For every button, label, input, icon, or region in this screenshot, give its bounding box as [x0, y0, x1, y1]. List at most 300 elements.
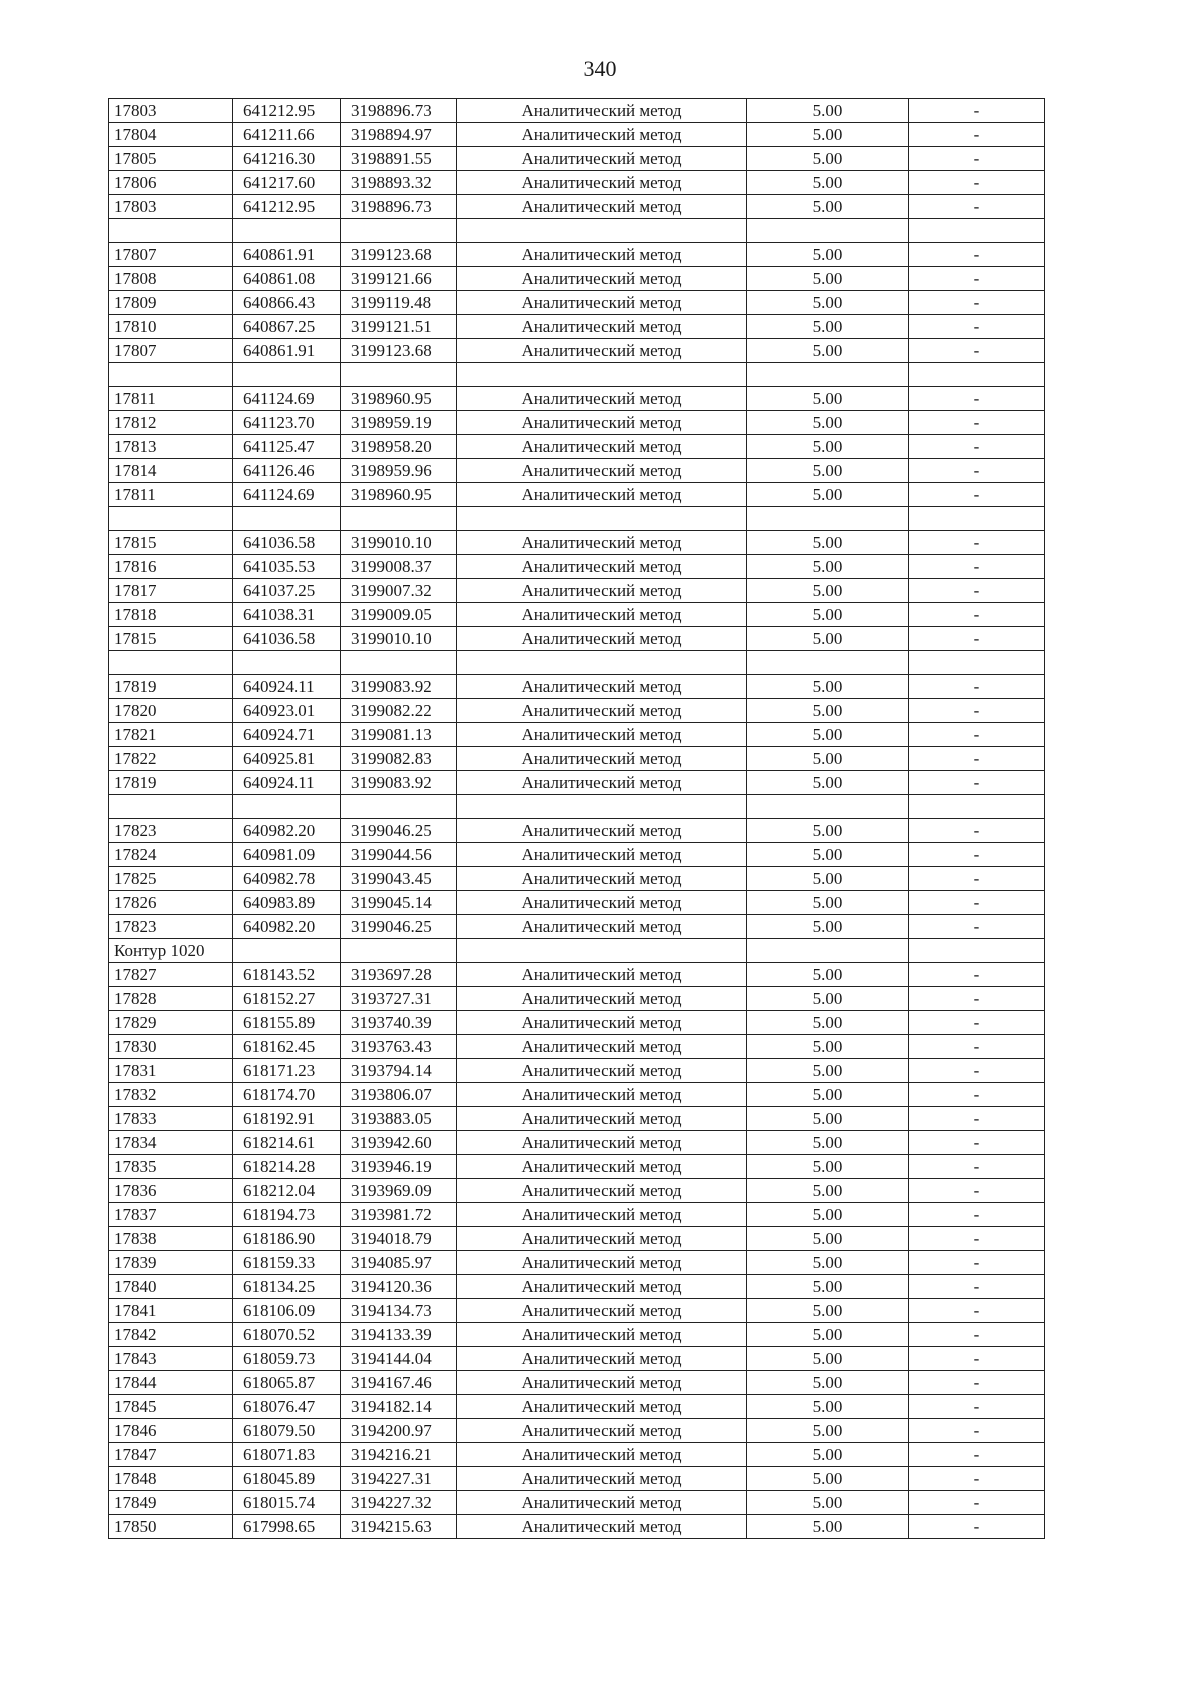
- x-coordinate-cell: 641125.47: [233, 435, 341, 459]
- x-coordinate-cell: 618076.47: [233, 1395, 341, 1419]
- description-cell: -: [909, 891, 1045, 915]
- method-cell: Аналитический метод: [457, 1059, 747, 1083]
- point-number-cell: 17823: [109, 819, 233, 843]
- point-number-cell: 17835: [109, 1155, 233, 1179]
- precision-cell: 5.00: [747, 243, 909, 267]
- y-coordinate-cell: 3199010.10: [341, 531, 457, 555]
- precision-cell: [747, 219, 909, 243]
- table-row: [109, 1131, 1045, 1155]
- y-coordinate-cell: 3199123.68: [341, 243, 457, 267]
- precision-cell: 5.00: [747, 1467, 909, 1491]
- point-number-cell: 17842: [109, 1323, 233, 1347]
- description-cell: -: [909, 243, 1045, 267]
- x-coordinate-cell: 618159.33: [233, 1251, 341, 1275]
- x-coordinate-cell: 618015.74: [233, 1491, 341, 1515]
- point-number-cell: 17821: [109, 723, 233, 747]
- y-coordinate-cell: 3199083.92: [341, 771, 457, 795]
- precision-cell: 5.00: [747, 747, 909, 771]
- method-cell: Аналитический метод: [457, 1107, 747, 1131]
- x-coordinate-cell: 640866.43: [233, 291, 341, 315]
- x-coordinate-cell: 640923.01: [233, 699, 341, 723]
- description-cell: -: [909, 1491, 1045, 1515]
- table-row: [109, 195, 1045, 219]
- precision-cell: 5.00: [747, 291, 909, 315]
- y-coordinate-cell: 3193794.14: [341, 1059, 457, 1083]
- table-row: [109, 1347, 1045, 1371]
- point-number-cell: 17849: [109, 1491, 233, 1515]
- precision-cell: 5.00: [747, 915, 909, 939]
- point-number-cell: 17806: [109, 171, 233, 195]
- table-row: [109, 843, 1045, 867]
- y-coordinate-cell: 3199046.25: [341, 915, 457, 939]
- x-coordinate-cell: 618152.27: [233, 987, 341, 1011]
- x-coordinate-cell: 641211.66: [233, 123, 341, 147]
- precision-cell: 5.00: [747, 1011, 909, 1035]
- x-coordinate-cell: 641037.25: [233, 579, 341, 603]
- description-cell: -: [909, 171, 1045, 195]
- y-coordinate-cell: 3194227.32: [341, 1491, 457, 1515]
- description-cell: -: [909, 675, 1045, 699]
- precision-cell: [747, 507, 909, 531]
- point-number-cell: 17813: [109, 435, 233, 459]
- point-number-cell: 17832: [109, 1083, 233, 1107]
- precision-cell: 5.00: [747, 315, 909, 339]
- method-cell: Аналитический метод: [457, 123, 747, 147]
- coordinates-table-body: [109, 99, 1045, 1539]
- point-number-cell: Контур 1020: [109, 939, 233, 963]
- y-coordinate-cell: 3198959.96: [341, 459, 457, 483]
- x-coordinate-cell: 640924.11: [233, 675, 341, 699]
- table-row: [109, 1227, 1045, 1251]
- table-row: [109, 1491, 1045, 1515]
- description-cell: -: [909, 147, 1045, 171]
- table-row: [109, 555, 1045, 579]
- y-coordinate-cell: 3193806.07: [341, 1083, 457, 1107]
- y-coordinate-cell: 3198893.32: [341, 171, 457, 195]
- x-coordinate-cell: 618194.73: [233, 1203, 341, 1227]
- method-cell: Аналитический метод: [457, 1467, 747, 1491]
- description-cell: -: [909, 723, 1045, 747]
- description-cell: -: [909, 1347, 1045, 1371]
- point-number-cell: 17807: [109, 243, 233, 267]
- y-coordinate-cell: 3194215.63: [341, 1515, 457, 1539]
- description-cell: -: [909, 195, 1045, 219]
- point-number-cell: 17848: [109, 1467, 233, 1491]
- y-coordinate-cell: 3198959.19: [341, 411, 457, 435]
- method-cell: Аналитический метод: [457, 339, 747, 363]
- precision-cell: 5.00: [747, 1155, 909, 1179]
- description-cell: -: [909, 1035, 1045, 1059]
- x-coordinate-cell: 618214.61: [233, 1131, 341, 1155]
- table-row: [109, 603, 1045, 627]
- x-coordinate-cell: [233, 651, 341, 675]
- table-row: [109, 1323, 1045, 1347]
- description-cell: -: [909, 987, 1045, 1011]
- method-cell: Аналитический метод: [457, 1155, 747, 1179]
- point-number-cell: [109, 507, 233, 531]
- x-coordinate-cell: 641212.95: [233, 99, 341, 123]
- table-row: [109, 1371, 1045, 1395]
- precision-cell: 5.00: [747, 99, 909, 123]
- point-number-cell: 17804: [109, 123, 233, 147]
- description-cell: -: [909, 819, 1045, 843]
- x-coordinate-cell: 618134.25: [233, 1275, 341, 1299]
- table-row: [109, 867, 1045, 891]
- description-cell: -: [909, 1011, 1045, 1035]
- method-cell: Аналитический метод: [457, 411, 747, 435]
- precision-cell: 5.00: [747, 123, 909, 147]
- precision-cell: 5.00: [747, 1035, 909, 1059]
- y-coordinate-cell: 3194200.97: [341, 1419, 457, 1443]
- y-coordinate-cell: 3194182.14: [341, 1395, 457, 1419]
- table-row: [109, 1011, 1045, 1035]
- description-cell: -: [909, 1179, 1045, 1203]
- table-row: [109, 675, 1045, 699]
- y-coordinate-cell: 3199119.48: [341, 291, 457, 315]
- point-number-cell: 17810: [109, 315, 233, 339]
- x-coordinate-cell: 641123.70: [233, 411, 341, 435]
- table-row: [109, 483, 1045, 507]
- precision-cell: 5.00: [747, 1107, 909, 1131]
- precision-cell: 5.00: [747, 579, 909, 603]
- method-cell: Аналитический метод: [457, 1491, 747, 1515]
- point-number-cell: 17805: [109, 147, 233, 171]
- coordinates-table: [108, 98, 1045, 1539]
- description-cell: -: [909, 843, 1045, 867]
- y-coordinate-cell: 3199008.37: [341, 555, 457, 579]
- method-cell: Аналитический метод: [457, 1299, 747, 1323]
- point-number-cell: 17825: [109, 867, 233, 891]
- x-coordinate-cell: 641216.30: [233, 147, 341, 171]
- method-cell: Аналитический метод: [457, 771, 747, 795]
- description-cell: -: [909, 291, 1045, 315]
- x-coordinate-cell: 641217.60: [233, 171, 341, 195]
- y-coordinate-cell: 3193969.09: [341, 1179, 457, 1203]
- description-cell: -: [909, 1059, 1045, 1083]
- method-cell: Аналитический метод: [457, 843, 747, 867]
- point-number-cell: 17811: [109, 483, 233, 507]
- precision-cell: 5.00: [747, 1227, 909, 1251]
- description-cell: -: [909, 915, 1045, 939]
- x-coordinate-cell: 640925.81: [233, 747, 341, 771]
- point-number-cell: 17827: [109, 963, 233, 987]
- table-row: [109, 171, 1045, 195]
- precision-cell: 5.00: [747, 1131, 909, 1155]
- description-cell: [909, 363, 1045, 387]
- description-cell: -: [909, 459, 1045, 483]
- y-coordinate-cell: 3194167.46: [341, 1371, 457, 1395]
- method-cell: Аналитический метод: [457, 267, 747, 291]
- x-coordinate-cell: 640983.89: [233, 891, 341, 915]
- y-coordinate-cell: 3199121.51: [341, 315, 457, 339]
- separator-row: [109, 219, 1045, 243]
- point-number-cell: 17822: [109, 747, 233, 771]
- y-coordinate-cell: 3198960.95: [341, 483, 457, 507]
- description-cell: -: [909, 1203, 1045, 1227]
- y-coordinate-cell: 3199044.56: [341, 843, 457, 867]
- table-row: [109, 267, 1045, 291]
- description-cell: -: [909, 747, 1045, 771]
- x-coordinate-cell: 640867.25: [233, 315, 341, 339]
- x-coordinate-cell: [233, 939, 341, 963]
- point-number-cell: 17811: [109, 387, 233, 411]
- y-coordinate-cell: 3194144.04: [341, 1347, 457, 1371]
- x-coordinate-cell: [233, 219, 341, 243]
- y-coordinate-cell: 3199123.68: [341, 339, 457, 363]
- precision-cell: 5.00: [747, 1059, 909, 1083]
- table-row: [109, 435, 1045, 459]
- x-coordinate-cell: 640861.08: [233, 267, 341, 291]
- precision-cell: 5.00: [747, 171, 909, 195]
- x-coordinate-cell: 641036.58: [233, 531, 341, 555]
- precision-cell: 5.00: [747, 1323, 909, 1347]
- point-number-cell: 17845: [109, 1395, 233, 1419]
- method-cell: Аналитический метод: [457, 579, 747, 603]
- precision-cell: 5.00: [747, 411, 909, 435]
- method-cell: Аналитический метод: [457, 603, 747, 627]
- point-number-cell: [109, 651, 233, 675]
- description-cell: -: [909, 1083, 1045, 1107]
- table-row: [109, 1155, 1045, 1179]
- x-coordinate-cell: 641036.58: [233, 627, 341, 651]
- point-number-cell: 17846: [109, 1419, 233, 1443]
- table-row: [109, 1299, 1045, 1323]
- point-number-cell: 17850: [109, 1515, 233, 1539]
- table-row: [109, 291, 1045, 315]
- method-cell: Аналитический метод: [457, 1515, 747, 1539]
- table-row: [109, 579, 1045, 603]
- description-cell: [909, 795, 1045, 819]
- table-row: [109, 315, 1045, 339]
- point-number-cell: 17836: [109, 1179, 233, 1203]
- table-row: [109, 411, 1045, 435]
- x-coordinate-cell: 618059.73: [233, 1347, 341, 1371]
- point-number-cell: 17818: [109, 603, 233, 627]
- description-cell: -: [909, 1275, 1045, 1299]
- description-cell: [909, 219, 1045, 243]
- x-coordinate-cell: 640924.11: [233, 771, 341, 795]
- x-coordinate-cell: [233, 507, 341, 531]
- table-row: [109, 1083, 1045, 1107]
- x-coordinate-cell: 641035.53: [233, 555, 341, 579]
- table-row: [109, 243, 1045, 267]
- method-cell: Аналитический метод: [457, 1035, 747, 1059]
- description-cell: -: [909, 579, 1045, 603]
- point-number-cell: [109, 795, 233, 819]
- precision-cell: 5.00: [747, 891, 909, 915]
- point-number-cell: [109, 219, 233, 243]
- method-cell: Аналитический метод: [457, 891, 747, 915]
- point-number-cell: 17815: [109, 627, 233, 651]
- x-coordinate-cell: 641038.31: [233, 603, 341, 627]
- method-cell: Аналитический метод: [457, 1227, 747, 1251]
- x-coordinate-cell: 641124.69: [233, 483, 341, 507]
- x-coordinate-cell: [233, 363, 341, 387]
- method-cell: [457, 363, 747, 387]
- y-coordinate-cell: 3193946.19: [341, 1155, 457, 1179]
- point-number-cell: 17847: [109, 1443, 233, 1467]
- description-cell: -: [909, 387, 1045, 411]
- precision-cell: 5.00: [747, 1371, 909, 1395]
- table-row: [109, 147, 1045, 171]
- precision-cell: 5.00: [747, 1443, 909, 1467]
- description-cell: -: [909, 1131, 1045, 1155]
- y-coordinate-cell: 3199082.22: [341, 699, 457, 723]
- description-cell: -: [909, 555, 1045, 579]
- x-coordinate-cell: [233, 795, 341, 819]
- method-cell: Аналитический метод: [457, 195, 747, 219]
- precision-cell: 5.00: [747, 819, 909, 843]
- y-coordinate-cell: [341, 363, 457, 387]
- method-cell: Аналитический метод: [457, 171, 747, 195]
- method-cell: Аналитический метод: [457, 1179, 747, 1203]
- x-coordinate-cell: 618192.91: [233, 1107, 341, 1131]
- description-cell: -: [909, 867, 1045, 891]
- separator-row: [109, 795, 1045, 819]
- x-coordinate-cell: 618079.50: [233, 1419, 341, 1443]
- table-row: [109, 1059, 1045, 1083]
- separator-row: [109, 363, 1045, 387]
- y-coordinate-cell: 3193883.05: [341, 1107, 457, 1131]
- description-cell: -: [909, 603, 1045, 627]
- table-row: [109, 723, 1045, 747]
- precision-cell: 5.00: [747, 483, 909, 507]
- precision-cell: 5.00: [747, 1203, 909, 1227]
- precision-cell: 5.00: [747, 843, 909, 867]
- point-number-cell: 17838: [109, 1227, 233, 1251]
- table-row: [109, 1467, 1045, 1491]
- precision-cell: 5.00: [747, 963, 909, 987]
- precision-cell: 5.00: [747, 387, 909, 411]
- description-cell: [909, 651, 1045, 675]
- point-number-cell: 17843: [109, 1347, 233, 1371]
- precision-cell: 5.00: [747, 555, 909, 579]
- method-cell: Аналитический метод: [457, 1203, 747, 1227]
- point-number-cell: 17841: [109, 1299, 233, 1323]
- method-cell: Аналитический метод: [457, 555, 747, 579]
- table-row: [109, 459, 1045, 483]
- method-cell: Аналитический метод: [457, 147, 747, 171]
- precision-cell: [747, 363, 909, 387]
- description-cell: -: [909, 315, 1045, 339]
- table-row: [109, 99, 1045, 123]
- method-cell: Аналитический метод: [457, 387, 747, 411]
- method-cell: [457, 795, 747, 819]
- precision-cell: 5.00: [747, 531, 909, 555]
- x-coordinate-cell: 618212.04: [233, 1179, 341, 1203]
- description-cell: -: [909, 771, 1045, 795]
- method-cell: Аналитический метод: [457, 435, 747, 459]
- page-number: 340: [583, 56, 617, 81]
- point-number-cell: 17823: [109, 915, 233, 939]
- y-coordinate-cell: 3199010.10: [341, 627, 457, 651]
- method-cell: Аналитический метод: [457, 915, 747, 939]
- point-number-cell: 17814: [109, 459, 233, 483]
- y-coordinate-cell: 3193981.72: [341, 1203, 457, 1227]
- precision-cell: 5.00: [747, 435, 909, 459]
- table-row: [109, 963, 1045, 987]
- method-cell: Аналитический метод: [457, 723, 747, 747]
- method-cell: Аналитический метод: [457, 1011, 747, 1035]
- contour-heading-row: [109, 939, 1045, 963]
- method-cell: Аналитический метод: [457, 1371, 747, 1395]
- method-cell: Аналитический метод: [457, 1251, 747, 1275]
- x-coordinate-cell: 640982.20: [233, 819, 341, 843]
- x-coordinate-cell: 640924.71: [233, 723, 341, 747]
- table-row: [109, 627, 1045, 651]
- method-cell: Аналитический метод: [457, 699, 747, 723]
- description-cell: -: [909, 1395, 1045, 1419]
- y-coordinate-cell: 3198891.55: [341, 147, 457, 171]
- y-coordinate-cell: 3194120.36: [341, 1275, 457, 1299]
- description-cell: -: [909, 411, 1045, 435]
- method-cell: Аналитический метод: [457, 459, 747, 483]
- table-row: [109, 123, 1045, 147]
- precision-cell: [747, 939, 909, 963]
- x-coordinate-cell: 618143.52: [233, 963, 341, 987]
- x-coordinate-cell: 618186.90: [233, 1227, 341, 1251]
- x-coordinate-cell: 641126.46: [233, 459, 341, 483]
- method-cell: Аналитический метод: [457, 291, 747, 315]
- precision-cell: 5.00: [747, 1347, 909, 1371]
- precision-cell: 5.00: [747, 267, 909, 291]
- table-row: [109, 699, 1045, 723]
- method-cell: Аналитический метод: [457, 483, 747, 507]
- description-cell: -: [909, 1371, 1045, 1395]
- y-coordinate-cell: [341, 651, 457, 675]
- y-coordinate-cell: [341, 795, 457, 819]
- table-row: [109, 339, 1045, 363]
- y-coordinate-cell: 3198960.95: [341, 387, 457, 411]
- method-cell: Аналитический метод: [457, 819, 747, 843]
- y-coordinate-cell: 3193763.43: [341, 1035, 457, 1059]
- description-cell: -: [909, 267, 1045, 291]
- table-row: [109, 531, 1045, 555]
- x-coordinate-cell: 640981.09: [233, 843, 341, 867]
- x-coordinate-cell: 618065.87: [233, 1371, 341, 1395]
- point-number-cell: 17815: [109, 531, 233, 555]
- table-row: [109, 1203, 1045, 1227]
- method-cell: Аналитический метод: [457, 1083, 747, 1107]
- point-number-cell: 17833: [109, 1107, 233, 1131]
- point-number-cell: 17824: [109, 843, 233, 867]
- precision-cell: 5.00: [747, 1251, 909, 1275]
- x-coordinate-cell: 618174.70: [233, 1083, 341, 1107]
- table-row: [109, 1251, 1045, 1275]
- x-coordinate-cell: 640861.91: [233, 243, 341, 267]
- point-number-cell: 17819: [109, 675, 233, 699]
- table-row: [109, 915, 1045, 939]
- method-cell: Аналитический метод: [457, 1443, 747, 1467]
- description-cell: -: [909, 483, 1045, 507]
- table-row: [109, 1419, 1045, 1443]
- method-cell: Аналитический метод: [457, 987, 747, 1011]
- precision-cell: 5.00: [747, 987, 909, 1011]
- precision-cell: 5.00: [747, 627, 909, 651]
- precision-cell: 5.00: [747, 1515, 909, 1539]
- point-number-cell: 17840: [109, 1275, 233, 1299]
- description-cell: -: [909, 99, 1045, 123]
- description-cell: -: [909, 1227, 1045, 1251]
- method-cell: Аналитический метод: [457, 243, 747, 267]
- method-cell: Аналитический метод: [457, 1347, 747, 1371]
- x-coordinate-cell: 640982.20: [233, 915, 341, 939]
- y-coordinate-cell: 3199009.05: [341, 603, 457, 627]
- point-number-cell: 17803: [109, 99, 233, 123]
- precision-cell: 5.00: [747, 699, 909, 723]
- point-number-cell: 17834: [109, 1131, 233, 1155]
- precision-cell: 5.00: [747, 867, 909, 891]
